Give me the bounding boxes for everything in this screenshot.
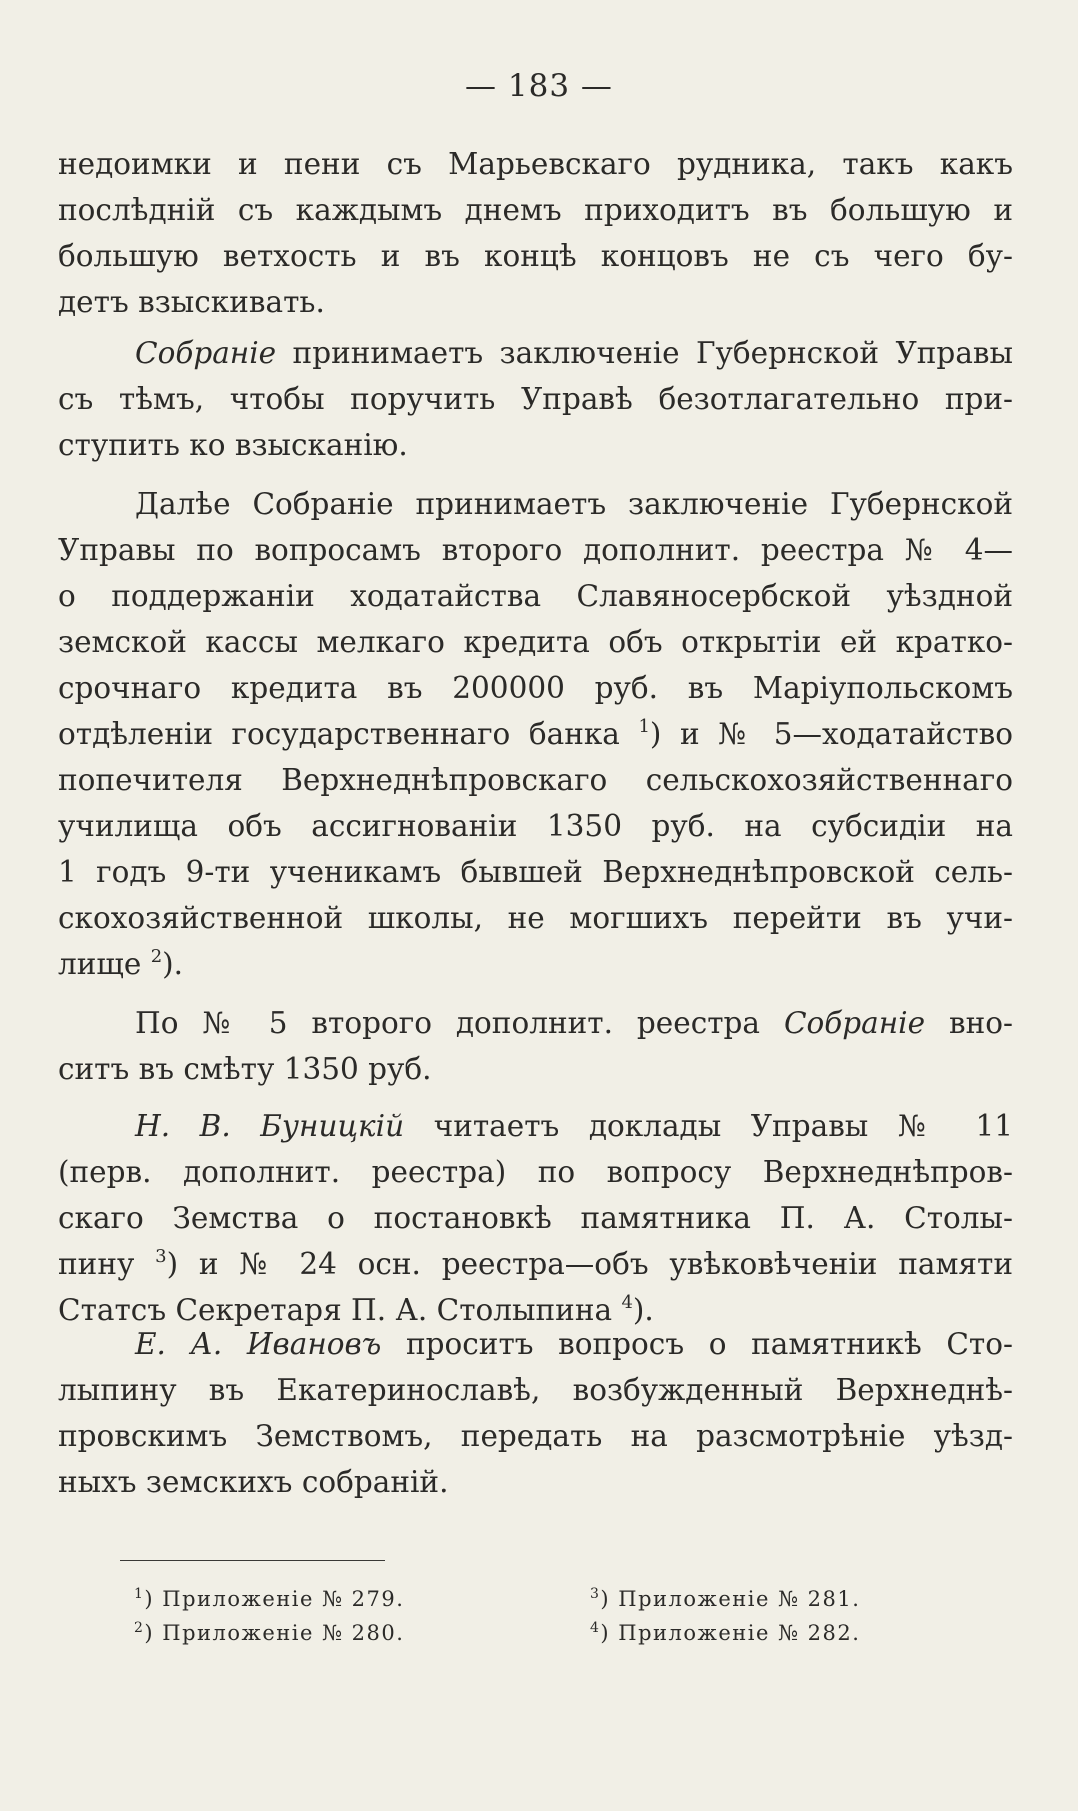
text-line: послѣдній съ каждымъ днемъ приходитъ въ большую и xyxy=(58,193,1013,227)
text-line: съ тѣмъ, чтобы поручить Управѣ безотлагательно при- xyxy=(58,382,1013,416)
paragraph-4 xyxy=(58,1000,1013,1092)
footnote-1: $^1$) Приложеніе № 279. xyxy=(134,1586,405,1611)
text-line: ныхъ земскихъ собраній. xyxy=(58,1465,449,1499)
italic-term: Собраніе xyxy=(135,336,277,370)
footnote-ref: 3 xyxy=(155,1246,167,1267)
page-number: — 183 — xyxy=(465,68,613,104)
paragraph-6 xyxy=(58,1321,1013,1505)
paragraph-3 xyxy=(58,481,1013,987)
text-line: большую ветхость и въ концѣ концовъ не съ чего бу- xyxy=(58,239,1013,273)
text-line: скаго Земства о постановкѣ памятника П. А. Столы- xyxy=(58,1201,1013,1235)
text-line: земской кассы мелкаго кредита объ открытіи ей кратко- xyxy=(58,625,1013,659)
text-line: училища объ ассигнованіи 1350 руб. на субсидіи на xyxy=(58,809,1013,843)
text-line: о поддержаніи ходатайства Славяносербской уѣздной xyxy=(58,579,1013,613)
text-line: Е. А. Ивановъ проситъ вопросъ о памятникѣ Сто- xyxy=(135,1327,1013,1361)
text-line: скохозяйственной школы, не могшихъ перейти въ учи- xyxy=(58,901,1013,935)
footnote-3: $^3$) Приложеніе № 281. xyxy=(590,1586,861,1611)
paragraph-2 xyxy=(58,330,1013,468)
paragraph-5 xyxy=(58,1103,1013,1333)
footnote-ref: 2 xyxy=(150,946,163,967)
footnote-ref: 1 xyxy=(638,716,650,737)
text-line: 1 годъ 9-ти ученикамъ бывшей Верхнеднѣпровской сель- xyxy=(58,855,1013,889)
text-line: срочнаго кредита въ 200000 руб. въ Маріупольскомъ xyxy=(58,671,1013,705)
text-line: недоимки и пени съ Марьевскаго рудника, такъ какъ xyxy=(58,147,1013,181)
footnote-4: $^4$) Приложеніе № 282. xyxy=(590,1620,861,1645)
italic-term: Собраніе xyxy=(783,1006,926,1040)
footnote-ref: 4 xyxy=(621,1292,633,1313)
text-line: детъ взыскивать. xyxy=(58,285,325,319)
speaker-name: Е. А. Ивановъ xyxy=(135,1327,382,1361)
text-line: ситъ въ смѣту 1350 руб. xyxy=(58,1052,432,1086)
paragraph-1 xyxy=(58,141,1013,325)
footnote-separator xyxy=(120,1560,385,1561)
text-line: попечителя Верхнеднѣпровскаго сельскохозяйственнаго xyxy=(58,763,1013,797)
text-line: Управы по вопросамъ второго дополнит. реестра № 4— xyxy=(58,533,1013,567)
text-line: Н. В. Буницкій читаетъ доклады Управы № 11 xyxy=(135,1109,1013,1143)
text-line: лище $^2$). xyxy=(58,946,184,981)
text-line: отдѣленіи государственнаго банка $^1$) и № 5—ходатайство xyxy=(58,716,1013,751)
text-line: Статсъ Секретаря П. А. Столыпина $^4$). xyxy=(58,1292,654,1327)
text-line: ступить ко взысканію. xyxy=(58,428,408,462)
footnote-2: $^2$) Приложеніе № 280. xyxy=(134,1620,405,1645)
text-line: провскимъ Земствомъ, передать на разсмотрѣніе уѣзд- xyxy=(58,1419,1013,1453)
text-line: пину $^3$) и № 24 осн. реестра—объ увѣковѣченіи памяти xyxy=(58,1246,1013,1281)
text-line: лыпину въ Екатеринославѣ, возбужденный Верхнеднѣ- xyxy=(58,1373,1013,1407)
text-line: (перв. дополнит. реестра) по вопросу Верхнеднѣпров- xyxy=(58,1155,1013,1189)
text-line: Собраніе принимаетъ заключеніе Губернской Управы xyxy=(135,336,1013,370)
text-line: По № 5 второго дополнит. реестра Собраніе вно- xyxy=(135,1006,1013,1040)
speaker-name: Н. В. Буницкій xyxy=(135,1109,405,1143)
text-line: Далѣе Собраніе принимаетъ заключеніе Губернской xyxy=(135,487,1013,521)
